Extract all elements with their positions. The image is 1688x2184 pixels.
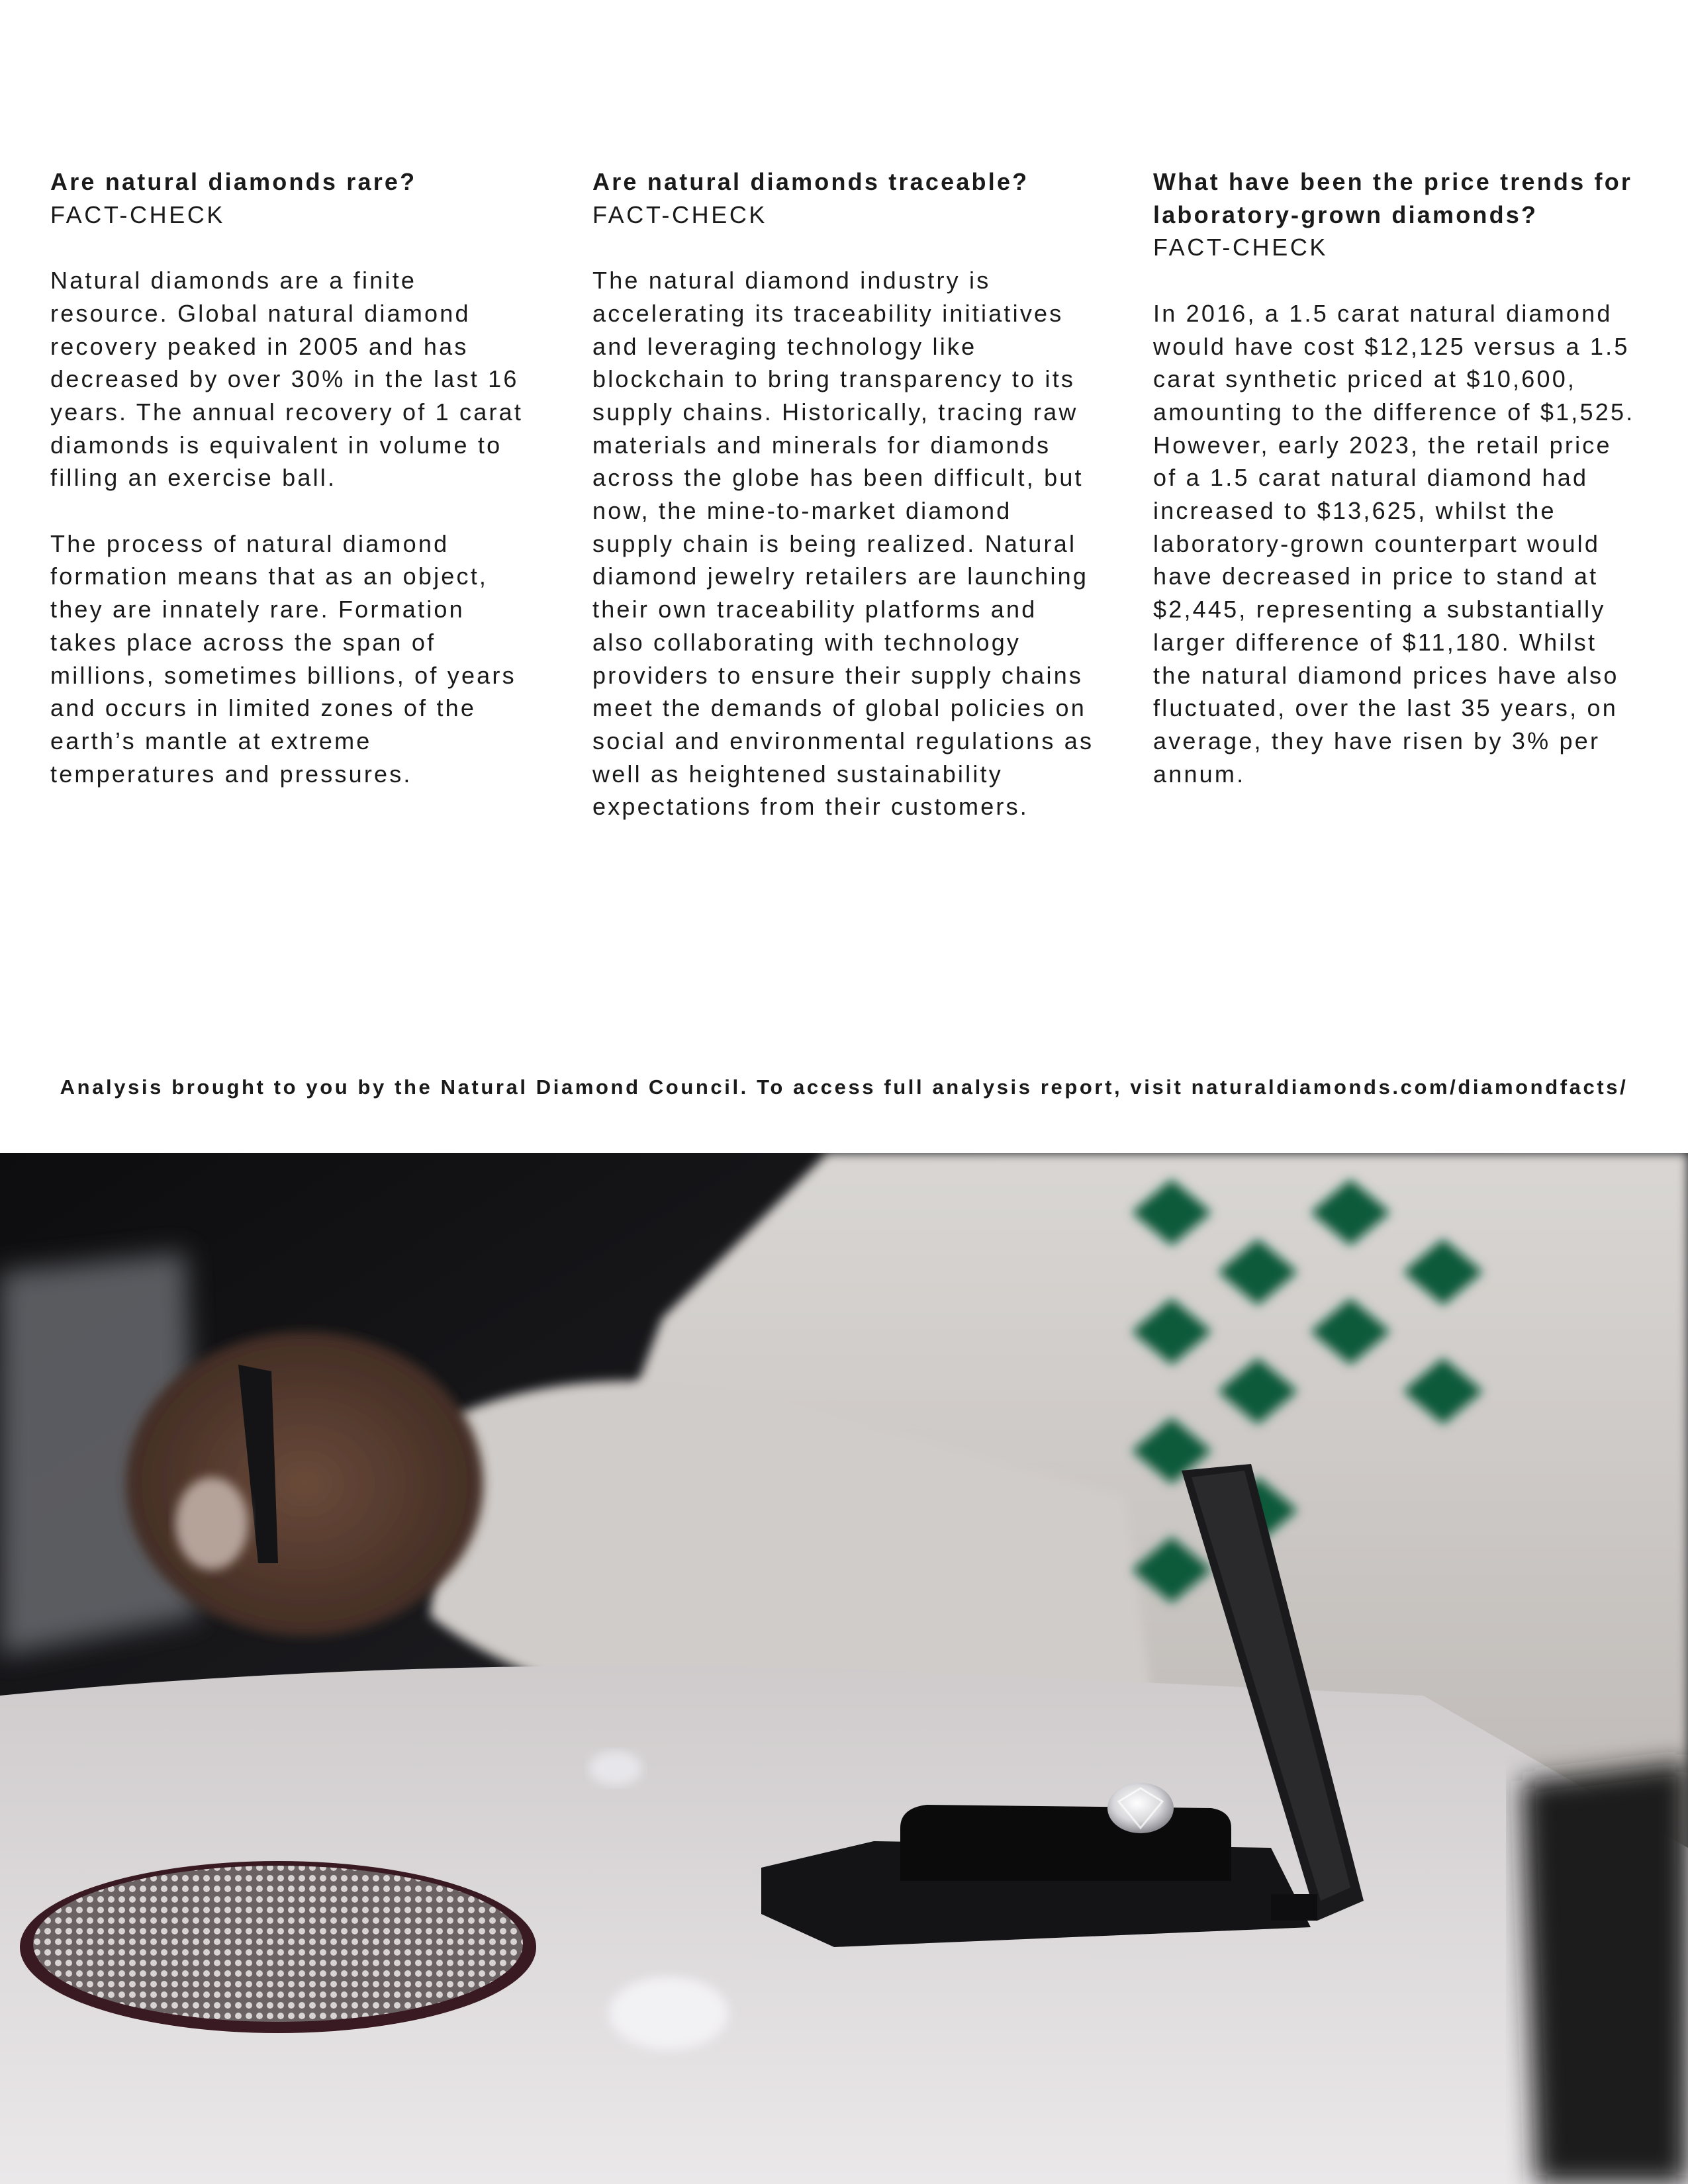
article-column-price-trends (1153, 165, 1643, 823)
article-column-rarity (50, 165, 527, 823)
question-heading: Are natural diamonds rare? (50, 168, 417, 195)
fact-check-label: FACT-CHECK (50, 201, 226, 228)
fact-check-label: FACT-CHECK (1153, 234, 1329, 261)
question-heading: What have been the price trends for laboratory-grown diamonds? (1153, 168, 1633, 228)
photo-illustration (0, 1153, 1688, 2184)
diamond-grading-photo (0, 1153, 1688, 2184)
diamond-icon (1107, 1783, 1174, 1833)
body-paragraph: The process of natural diamond formation means that as an object, they are innately rare. Formation takes place across the span of millions, sometimes billions, of years and occurs in limited zones of the earth’s mantle at extreme temperatures and pressures. (50, 529, 516, 788)
body-paragraph: Natural diamonds are a finite resource. Global natural diamond recovery peaked in 2005 and has decreased by over 30% in the last 16 years. The annual recovery of 1 carat diamonds is equivalent in volume to filling an exercise ball. (50, 267, 524, 492)
fact-check-label: FACT-CHECK (592, 201, 768, 228)
question-heading: Are natural diamonds traceable? (592, 168, 1029, 195)
body-paragraph: The natural diamond industry is accelerating its traceability initiatives and leveraging technology like blockchain to bring transparency to its supply chains. Historically, tracing raw materials and minerals for diamonds across the globe has been difficult, but now, the mine-to-market diamond supply chain is being realized. Natural diamond jewelry retailers are launching their own traceability platforms and also collaborating with technology providers to ensure their supply chains meet the demands of global policies on social and environmental regulations as well as heightened sustainability expectations from their customers. (592, 267, 1094, 821)
article-column-traceability (592, 165, 1096, 856)
body-paragraph: In 2016, a 1.5 carat natural diamond would have cost $12,125 versus a 1.5 carat synthetic priced at $10,600, amounting to the difference of $1,525. However, early 2023, the retail price of a 1.5 carat natural diamond had increased to $13,625, whilst the laboratory-grown counterpart would have decreased in price to stand at $2,445, representing a substantially larger difference of $11,180. Whilst the natural diamond prices have also fluctuated, over the last 35 years, on average, they have risen by 3% per annum. (1153, 299, 1635, 788)
source-credit: Analysis brought to you by the Natural Diamond Council. To access full analysis report, visit naturaldiamonds.com/diamondfacts/ (60, 1075, 1628, 1099)
